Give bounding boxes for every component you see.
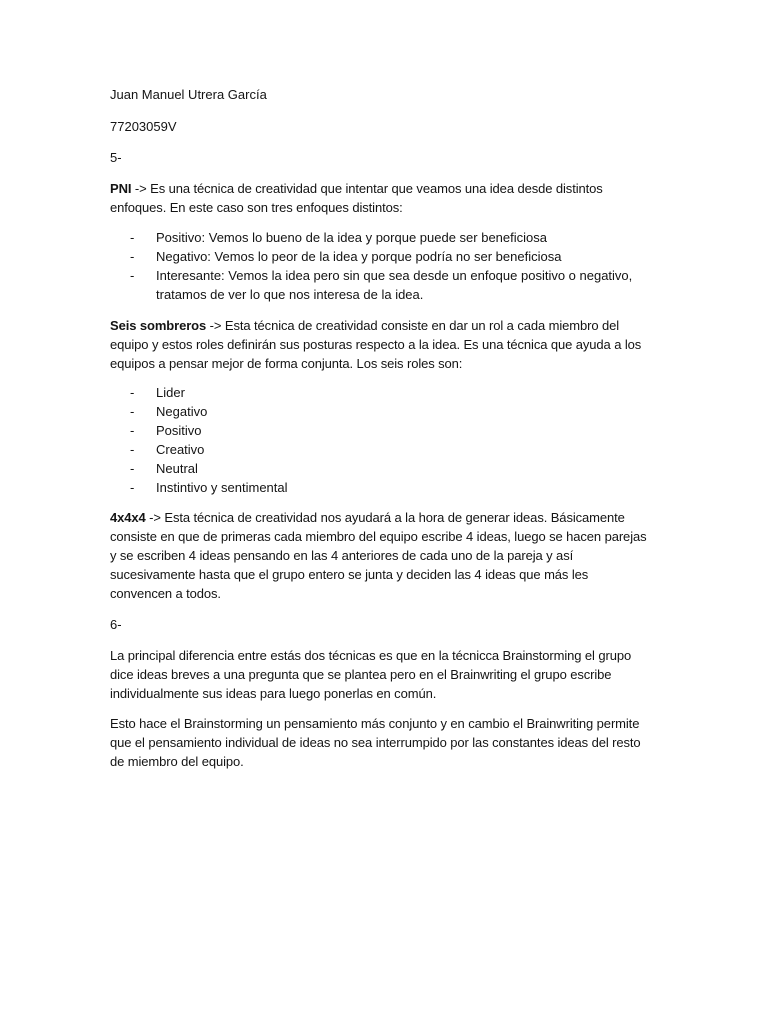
- pni-item-positivo: - Positivo: Vemos lo bueno de la idea y porque puede ser beneficiosa: [110, 228, 650, 247]
- role-item-neutral: - Neutral: [110, 459, 650, 478]
- pni-list: [110, 228, 650, 304]
- role-item-lider: - Lider: [110, 383, 650, 402]
- id-number: 77203059V: [110, 119, 177, 134]
- four-by-four-term: 4x4x4: [110, 510, 146, 525]
- role-item-instintivo: - Instintivo y sentimental: [110, 478, 650, 497]
- seis-sombreros-term: Seis sombreros: [110, 318, 207, 333]
- pni-item-interesante: - Interesante: Vemos la idea pero sin que sea desde un enfoque positivo o negativo, tratamos de ver lo que nos interesa de la idea.: [110, 266, 650, 304]
- pni-paragraph: [110, 179, 650, 217]
- four-by-four-text: -> Esta técnica de creatividad nos ayudará a la hora de generar ideas. Básicamente consiste en que de primeras cada miembro del equipo escribe 4 ideas, luego se hacen parejas y se escriben 4 ideas pensando en las 4 anteriores de cada uno de la pareja y así sucesivamente hasta que el grupo entero se junta y deciden las 4 ideas que más les convencen a todos.: [110, 510, 647, 601]
- section-6-paragraph-1: La principal diferencia entre estás dos técnicas es que en la técnicca Brainstorming el grupo dice ideas breves a una pregunta que se plantea pero en el Brainwriting el grupo escribe individualmente sus ideas para luego ponerlas en común.: [110, 648, 632, 701]
- roles-list: [110, 383, 650, 497]
- section-5-number: 5-: [110, 150, 122, 165]
- role-item-creativo: - Creativo: [110, 440, 650, 459]
- pni-item-negativo: - Negativo: Vemos lo peor de la idea y porque podría no ser beneficiosa: [110, 247, 650, 266]
- pni-term: PNI: [110, 181, 132, 196]
- pni-text: -> Es una técnica de creatividad que intentar que veamos una idea desde distintos enfoques. En este caso son tres enfoques distintos:: [110, 181, 603, 215]
- role-item-negativo: - Negativo: [110, 402, 650, 421]
- section-6-paragraph-2: Esto hace el Brainstorming un pensamiento más conjunto y en cambio el Brainwriting permite que el pensamiento individual de ideas no sea interrumpido por las constantes ideas del resto de miembro del equipo.: [110, 716, 641, 769]
- seis-sombreros-paragraph: [110, 316, 650, 373]
- role-item-positivo: - Positivo: [110, 421, 650, 440]
- section-6-number: 6-: [110, 617, 122, 632]
- seis-sombreros-text: -> Esta técnica de creatividad consiste en dar un rol a cada miembro del equipo y estos roles definirán sus posturas respecto a la idea. Es una técnica que ayuda a los equipos a pensar mejor de forma conjunta. Los seis roles son:: [110, 318, 642, 371]
- author-name: Juan Manuel Utrera García: [110, 87, 267, 102]
- four-by-four-paragraph: [110, 508, 650, 603]
